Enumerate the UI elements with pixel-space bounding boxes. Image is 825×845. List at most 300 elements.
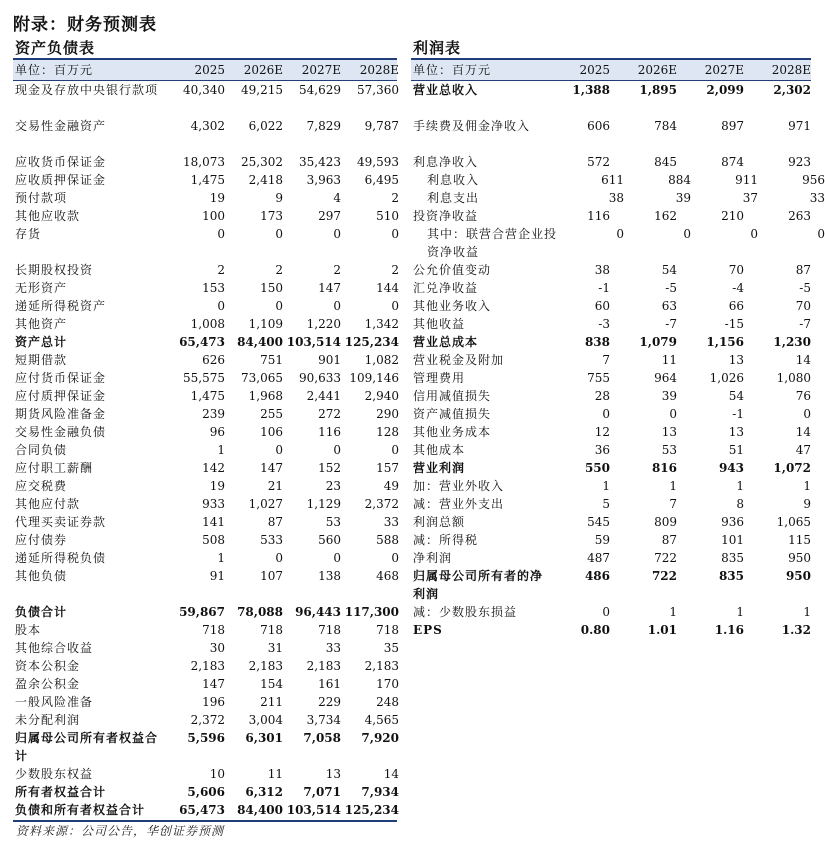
row-value: 809 (654, 515, 677, 529)
row-value: -1 (598, 281, 610, 295)
row-label: 其他收益 (413, 317, 466, 331)
row-value: 751 (260, 353, 283, 367)
row-value: 73,065 (241, 371, 283, 385)
table-row (13, 441, 397, 459)
table-row (13, 531, 397, 549)
row-value: 31 (267, 641, 283, 655)
unit-label: 单位：百万元 (413, 63, 492, 77)
row-value: 19 (209, 191, 225, 205)
row-value: 23 (325, 479, 341, 493)
year-header: 2028E (771, 63, 811, 77)
row-value: 87 (267, 515, 283, 529)
row-value: 3,734 (306, 713, 341, 727)
row-value: 152 (318, 461, 341, 475)
row-value: 125,234 (344, 803, 399, 817)
row-value: 0 (391, 227, 399, 241)
row-value: 38 (594, 263, 610, 277)
table-row (13, 405, 397, 423)
row-value: 96,443 (295, 605, 341, 619)
row-value: 39 (675, 191, 691, 205)
row-label: 其他综合收益 (15, 641, 94, 655)
row-value: 3,963 (306, 173, 341, 187)
table-row (13, 567, 397, 603)
row-value: 51 (728, 443, 744, 457)
table-row (411, 279, 811, 297)
row-value: 0 (817, 227, 825, 241)
row-value: 144 (376, 281, 399, 295)
table-row (13, 369, 397, 387)
row-value: 7,071 (303, 785, 341, 799)
row-value: 37 (742, 191, 758, 205)
row-value: 153 (202, 281, 225, 295)
row-label: 利息净收入 (413, 155, 479, 169)
year-header: 2027E (301, 63, 341, 77)
row-value: 28 (594, 389, 610, 403)
row-value: 1 (669, 605, 677, 619)
row-value: 0 (333, 551, 341, 565)
table-row (411, 621, 811, 639)
row-label: 应收货币保证金 (15, 155, 107, 169)
row-value: -5 (799, 281, 811, 295)
row-value: 486 (584, 569, 610, 583)
row-value: 9,787 (364, 119, 399, 133)
row-label: 营业总成本 (413, 335, 479, 349)
row-value: 1,475 (190, 173, 225, 187)
row-value: 14 (383, 767, 399, 781)
row-value: 718 (376, 623, 399, 637)
row-value: 2,183 (248, 659, 283, 673)
row-value: 13 (728, 353, 744, 367)
row-value: 2 (275, 263, 283, 277)
row-value: 1,109 (248, 317, 283, 331)
row-label: 负债合计 (15, 605, 68, 619)
row-value: 107 (260, 569, 283, 583)
row-value: 1,026 (709, 371, 744, 385)
row-value: 6,301 (245, 731, 283, 745)
table-row (13, 477, 397, 495)
table-row (13, 675, 397, 693)
table-row (411, 513, 811, 531)
row-value: 971 (788, 119, 811, 133)
table-row (13, 621, 397, 639)
row-value: 59 (594, 533, 610, 547)
row-value: 1,072 (773, 461, 811, 475)
balance-sheet-title: 资产负债表 (15, 39, 96, 57)
row-value: 838 (584, 335, 610, 349)
row-value: 508 (202, 533, 225, 547)
income-statement-body (411, 81, 825, 639)
row-value: 103,514 (286, 803, 341, 817)
row-value: 572 (587, 155, 610, 169)
row-value: 4 (333, 191, 341, 205)
row-value: 4,302 (190, 119, 225, 133)
table-row (411, 225, 825, 261)
table-header (411, 60, 811, 81)
row-value: 835 (718, 569, 744, 583)
row-value: 90,633 (299, 371, 341, 385)
row-value: 170 (376, 677, 399, 691)
row-value: 835 (721, 551, 744, 565)
table-row (13, 657, 397, 675)
unit-label: 单位：百万元 (15, 63, 94, 77)
row-value: 0 (333, 227, 341, 241)
row-value: 196 (202, 695, 225, 709)
row-label: 其他业务收入 (413, 299, 492, 313)
row-value: 100 (202, 209, 225, 223)
row-value: 0 (217, 299, 225, 313)
row-label: 手续费及佣金净收入 (413, 119, 531, 133)
row-value: 5,606 (187, 785, 225, 799)
row-value: 755 (587, 371, 610, 385)
row-label: 利润总额 (413, 515, 466, 529)
row-label: 减：营业外支出 (413, 497, 505, 511)
row-value: 53 (661, 443, 677, 457)
table-header (13, 60, 397, 81)
row-label: 期货风险准备金 (15, 407, 107, 421)
row-value: 0 (616, 227, 624, 241)
row-value: 874 (721, 155, 744, 169)
table-row (411, 549, 811, 567)
row-value: 161 (318, 677, 341, 691)
row-value: 157 (376, 461, 399, 475)
balance-sheet-body (13, 81, 397, 819)
row-label: 其他应付款 (15, 497, 81, 511)
row-value: 248 (376, 695, 399, 709)
row-value: 106 (260, 425, 283, 439)
row-value: 0 (602, 605, 610, 619)
row-value: 956 (802, 173, 825, 187)
row-value: 1,065 (776, 515, 811, 529)
row-value: 87 (661, 533, 677, 547)
row-value: 487 (587, 551, 610, 565)
year-header: 2028E (359, 63, 399, 77)
row-value: 78,088 (237, 605, 283, 619)
row-label: 代理买卖证券款 (15, 515, 107, 529)
row-value: 2,183 (364, 659, 399, 673)
row-value: 897 (721, 119, 744, 133)
table-row (411, 117, 811, 153)
row-value: 0 (275, 551, 283, 565)
row-value: 70 (728, 263, 744, 277)
row-value: 7 (602, 353, 610, 367)
row-value: 1,220 (306, 317, 341, 331)
row-value: 272 (318, 407, 341, 421)
row-label: 管理费用 (413, 371, 466, 385)
row-value: 2,940 (364, 389, 399, 403)
row-value: 1 (736, 605, 744, 619)
row-value: 964 (654, 371, 677, 385)
table-row (13, 711, 397, 729)
table-row (13, 549, 397, 567)
row-label: 其中：联营合营企业投资净收益 (427, 227, 557, 259)
row-value: 2,183 (306, 659, 341, 673)
row-value: 11 (661, 353, 677, 367)
table-row (13, 351, 397, 369)
row-value: 13 (661, 425, 677, 439)
row-value: 101 (721, 533, 744, 547)
row-label: 减：少数股东损益 (413, 605, 518, 619)
table-row (411, 423, 811, 441)
row-value: 722 (651, 569, 677, 583)
row-label: 短期借款 (15, 353, 68, 367)
row-value: 53 (325, 515, 341, 529)
row-value: 11 (267, 767, 283, 781)
row-value: 1.01 (647, 623, 677, 637)
row-value: 816 (651, 461, 677, 475)
row-label: 无形资产 (15, 281, 68, 295)
row-value: 147 (260, 461, 283, 475)
table-row (13, 207, 397, 225)
row-value: 7,920 (361, 731, 399, 745)
table-row (13, 387, 397, 405)
table-row (13, 801, 397, 819)
row-value: 35 (383, 641, 399, 655)
table-row (13, 315, 397, 333)
row-value: 54 (728, 389, 744, 403)
row-value: 40,340 (183, 83, 225, 97)
row-value: 55,575 (183, 371, 225, 385)
table-row (411, 405, 811, 423)
row-value: 36 (594, 443, 610, 457)
table-row (13, 729, 397, 765)
row-value: 13 (325, 767, 341, 781)
row-value: 7,934 (361, 785, 399, 799)
row-value: -1 (732, 407, 744, 421)
row-value: 263 (788, 209, 811, 223)
row-label: 应收质押保证金 (15, 173, 107, 187)
row-value: 9 (803, 497, 811, 511)
row-value: 21 (267, 479, 283, 493)
year-header: 2027E (704, 63, 744, 77)
row-value: 109,146 (349, 371, 399, 385)
row-label: 其他成本 (413, 443, 466, 457)
row-value: 560 (318, 533, 341, 547)
row-value: -7 (665, 317, 677, 331)
row-value: 0 (275, 443, 283, 457)
row-value: 65,473 (179, 335, 225, 349)
row-value: 103,514 (286, 335, 341, 349)
row-value: 0.80 (580, 623, 610, 637)
row-value: 154 (260, 677, 283, 691)
row-label: 利息收入 (427, 173, 480, 187)
row-value: 0 (275, 227, 283, 241)
row-label: 所有者权益合计 (15, 785, 107, 799)
row-value: 115 (788, 533, 811, 547)
row-value: 3,004 (248, 713, 283, 727)
row-value: 1,342 (364, 317, 399, 331)
table-row (13, 603, 397, 621)
table-row (411, 495, 811, 513)
row-label: 应付职工薪酬 (15, 461, 94, 475)
row-value: 54,629 (299, 83, 341, 97)
row-value: 10 (209, 767, 225, 781)
row-label: 加：营业外收入 (413, 479, 505, 493)
row-value: 2 (333, 263, 341, 277)
row-value: 211 (260, 695, 283, 709)
row-label: 合同负债 (15, 443, 68, 457)
row-value: 0 (391, 443, 399, 457)
row-value: 1,008 (190, 317, 225, 331)
row-label: 其他资产 (15, 317, 68, 331)
row-value: 784 (654, 119, 677, 133)
table-row (13, 513, 397, 531)
row-value: 933 (202, 497, 225, 511)
row-value: 33 (383, 515, 399, 529)
row-label: 一般风险准备 (15, 695, 94, 709)
row-value: 239 (202, 407, 225, 421)
row-label: 其他业务成本 (413, 425, 492, 439)
row-label: 利息支出 (427, 191, 480, 205)
table-row (411, 333, 811, 351)
row-value: 718 (260, 623, 283, 637)
year-header: 2025 (194, 63, 225, 77)
income-statement-panel (411, 38, 825, 639)
row-label: 归属母公司所有者的净利润 (413, 569, 543, 601)
row-value: 76 (795, 389, 811, 403)
row-value: 6,312 (245, 785, 283, 799)
row-label: 长期股权投资 (15, 263, 94, 277)
row-label: 递延所得税资产 (15, 299, 107, 313)
row-value: 12 (594, 425, 610, 439)
row-value: 0 (683, 227, 691, 241)
table-row (411, 297, 811, 315)
row-value: -5 (665, 281, 677, 295)
row-label: 应付货币保证金 (15, 371, 107, 385)
row-label: 营业总收入 (413, 83, 479, 97)
row-value: 7,058 (303, 731, 341, 745)
row-label: 投资净收益 (413, 209, 479, 223)
row-value: 0 (275, 299, 283, 313)
row-value: 1 (602, 479, 610, 493)
row-value: 2,372 (364, 497, 399, 511)
row-value: 2,183 (190, 659, 225, 673)
row-value: 297 (318, 209, 341, 223)
row-value: 1 (217, 551, 225, 565)
table-row (13, 279, 397, 297)
row-value: 1,156 (706, 335, 744, 349)
table-row (13, 261, 397, 279)
row-value: 923 (788, 155, 811, 169)
row-value: 49,215 (241, 83, 283, 97)
row-value: 1.32 (781, 623, 811, 637)
row-label: 归属母公司所有者权益合计 (15, 731, 159, 763)
row-label: 负债和所有者权益合计 (15, 803, 146, 817)
table-row (13, 693, 397, 711)
row-value: 14 (795, 425, 811, 439)
table-row (13, 423, 397, 441)
row-value: 1,082 (364, 353, 399, 367)
row-value: 14 (795, 353, 811, 367)
row-label: 交易性金融负债 (15, 425, 107, 439)
row-value: 2,302 (773, 83, 811, 97)
table-row (13, 117, 397, 153)
row-value: 63 (661, 299, 677, 313)
row-value: 2 (217, 263, 225, 277)
table-row (13, 765, 397, 783)
row-value: 65,473 (179, 803, 225, 817)
row-value: 173 (260, 209, 283, 223)
page-title: 附录：财务预测表 (13, 15, 157, 35)
year-header: 2026E (243, 63, 283, 77)
row-value: 7 (669, 497, 677, 511)
row-label: 公允价值变动 (413, 263, 492, 277)
table-row (411, 261, 811, 279)
row-label: 其他负债 (15, 569, 68, 583)
income-statement-title: 利润表 (413, 39, 462, 57)
row-label: 应交税费 (15, 479, 68, 493)
row-value: -4 (732, 281, 744, 295)
row-value: 1,080 (776, 371, 811, 385)
row-value: 0 (669, 407, 677, 421)
row-value: 0 (333, 299, 341, 313)
table-row (13, 81, 397, 117)
row-value: 33 (809, 191, 825, 205)
row-value: 936 (721, 515, 744, 529)
table-row (13, 171, 397, 189)
row-value: 7,829 (306, 119, 341, 133)
row-value: 2,099 (706, 83, 744, 97)
table-row (411, 441, 811, 459)
row-value: 116 (587, 209, 610, 223)
row-value: 1 (736, 479, 744, 493)
row-label: 递延所得税负债 (15, 551, 107, 565)
row-value: 845 (654, 155, 677, 169)
table-row (13, 495, 397, 513)
balance-sheet-panel (13, 38, 397, 822)
row-value: 59,867 (179, 605, 225, 619)
table-row (13, 783, 397, 801)
row-value: 510 (376, 209, 399, 223)
row-value: 18,073 (183, 155, 225, 169)
row-value: 30 (209, 641, 225, 655)
row-value: 116 (318, 425, 341, 439)
row-value: 0 (750, 227, 758, 241)
table-row (411, 567, 811, 603)
row-label: 预付款项 (15, 191, 68, 205)
row-value: 550 (584, 461, 610, 475)
row-value: 1,475 (190, 389, 225, 403)
row-value: 125,234 (344, 335, 399, 349)
row-value: 5 (602, 497, 610, 511)
row-value: 911 (735, 173, 758, 187)
row-value: 138 (318, 569, 341, 583)
row-value: 718 (318, 623, 341, 637)
row-value: 84,400 (237, 803, 283, 817)
row-value: 66 (728, 299, 744, 313)
row-value: 128 (376, 425, 399, 439)
row-value: 901 (318, 353, 341, 367)
row-value: 6,022 (248, 119, 283, 133)
row-value: 91 (209, 569, 225, 583)
source-note: 资料来源：公司公告，华创证券预测 (16, 824, 225, 838)
row-value: 229 (318, 695, 341, 709)
row-value: 5,596 (187, 731, 225, 745)
row-value: 141 (202, 515, 225, 529)
table-row (411, 369, 811, 387)
row-value: 1,388 (572, 83, 610, 97)
row-label: 汇兑净收益 (413, 281, 479, 295)
row-label: 交易性金融资产 (15, 119, 107, 133)
row-value: 4,565 (364, 713, 399, 727)
row-value: 19 (209, 479, 225, 493)
row-value: 1,027 (248, 497, 283, 511)
row-value: 884 (668, 173, 691, 187)
row-label: 应付债券 (15, 533, 68, 547)
table-row (13, 189, 397, 207)
row-value: 147 (202, 677, 225, 691)
table-row (13, 639, 397, 657)
row-label: 资产减值损失 (413, 407, 492, 421)
